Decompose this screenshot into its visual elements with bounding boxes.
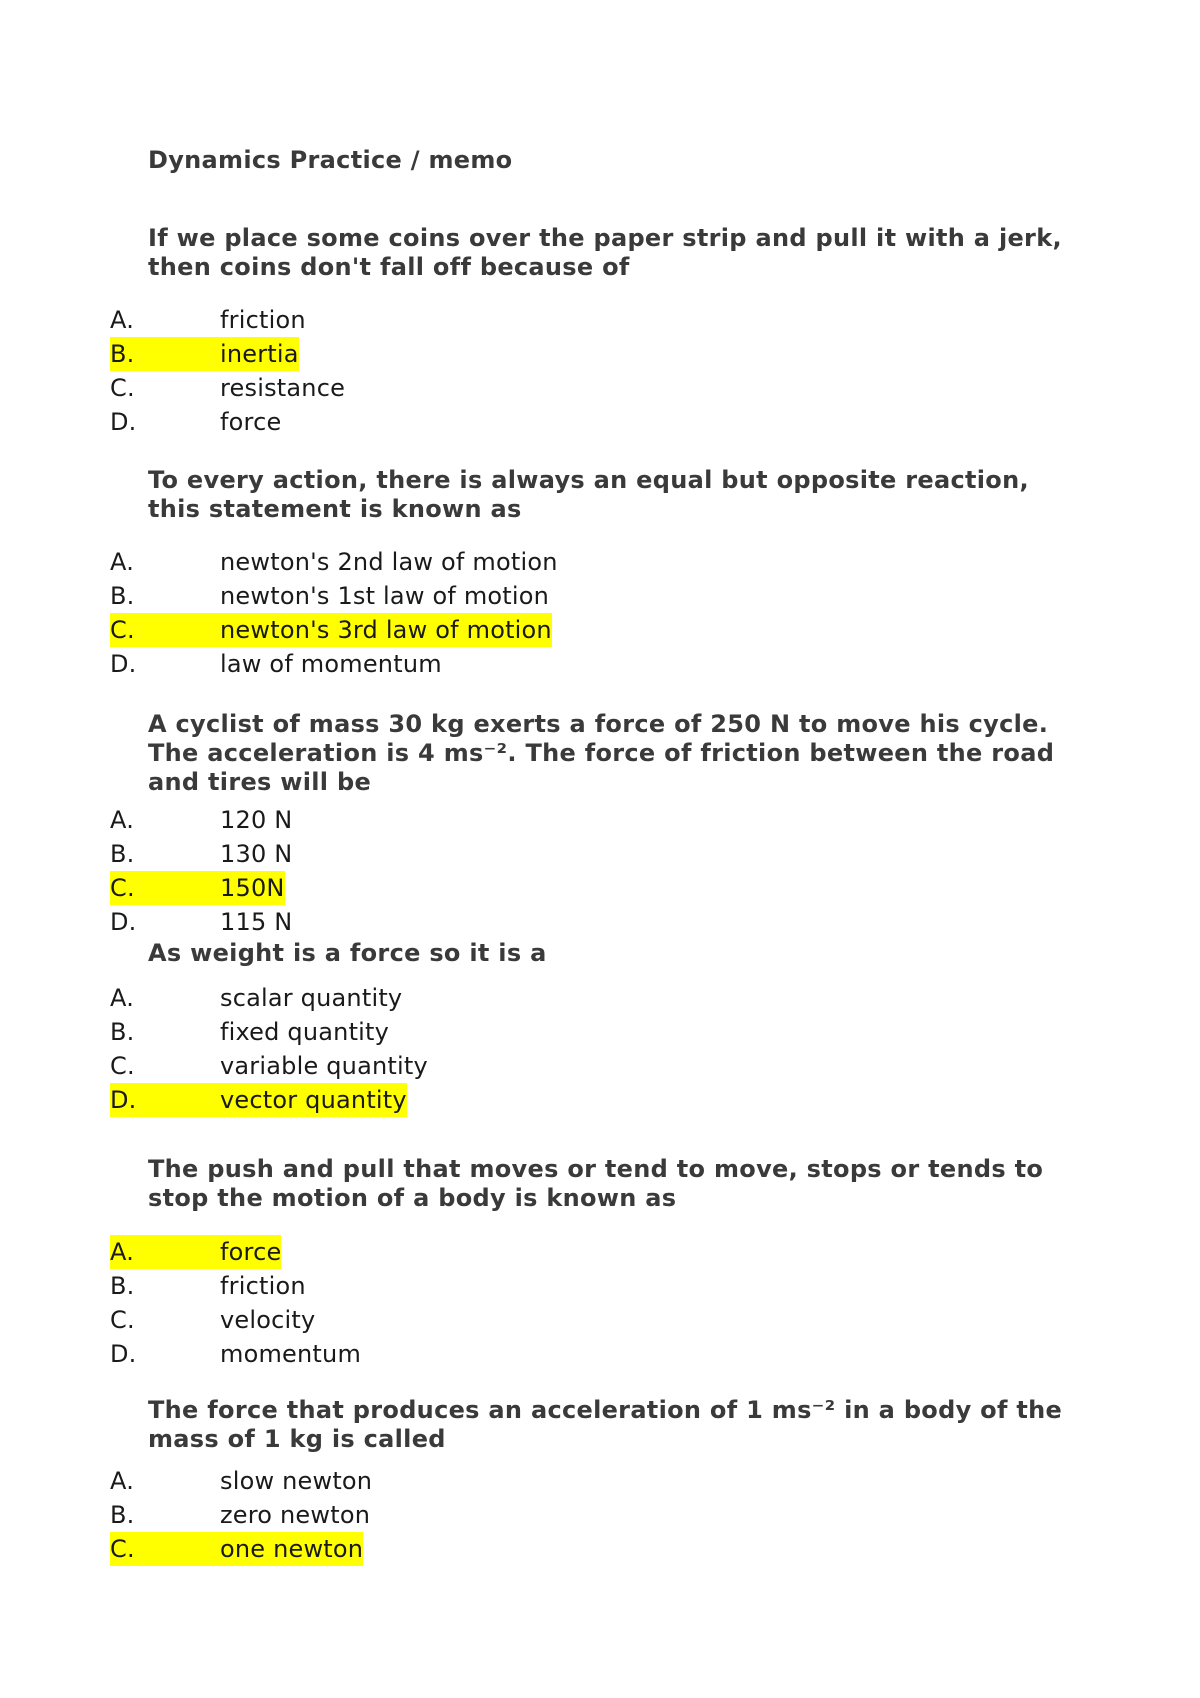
option-letter: C. <box>110 616 135 644</box>
answer-option <box>110 579 549 613</box>
option-text: newton's 1st law of motion <box>220 582 550 610</box>
option-letter: B. <box>110 1501 135 1529</box>
document-title: Dynamics Practice / memo <box>148 146 513 174</box>
option-letter: A. <box>110 306 135 334</box>
question-text: The push and pull that moves or tend to move, stops or tends to stop the motion of a body is known as <box>148 1155 1044 1212</box>
answer-option <box>110 837 292 871</box>
option-text: momentum <box>220 1340 362 1368</box>
option-text: vector quantity <box>220 1086 407 1114</box>
option-letter: A. <box>110 1238 135 1266</box>
answer-option <box>110 905 292 939</box>
option-text: resistance <box>220 374 346 402</box>
answer-option <box>110 1269 306 1303</box>
option-letter: A. <box>110 806 135 834</box>
answer-option <box>110 1303 315 1337</box>
option-text: friction <box>220 306 306 334</box>
option-text: slow newton <box>220 1467 373 1495</box>
answer-option <box>110 871 285 905</box>
answer-option <box>110 337 299 371</box>
option-text: scalar quantity <box>220 984 403 1012</box>
option-text: 150N <box>220 874 285 902</box>
answer-option <box>110 803 292 837</box>
option-text: 130 N <box>220 840 293 868</box>
answer-option <box>110 303 306 337</box>
question-text: The force that produces an acceleration of 1 ms⁻² in a body of the mass of 1 kg is called <box>148 1396 1063 1453</box>
option-letter: B. <box>110 1018 135 1046</box>
answer-option <box>110 405 281 439</box>
option-letter: C. <box>110 1052 135 1080</box>
option-letter: D. <box>110 408 137 436</box>
option-text: variable quantity <box>220 1052 428 1080</box>
option-letter: C. <box>110 1535 135 1563</box>
option-letter: A. <box>110 548 135 576</box>
option-letter: B. <box>110 582 135 610</box>
option-text: force <box>220 1238 282 1266</box>
option-text: law of momentum <box>220 650 442 678</box>
answer-option <box>110 1464 372 1498</box>
answer-option <box>110 371 345 405</box>
option-letter: A. <box>110 984 135 1012</box>
option-text: inertia <box>220 340 299 368</box>
question-text: If we place some coins over the paper strip and pull it with a jerk, then coins don't fall off because of <box>148 224 1062 281</box>
option-text: zero newton <box>220 1501 371 1529</box>
option-letter: B. <box>110 1272 135 1300</box>
option-letter: D. <box>110 908 137 936</box>
option-letter: D. <box>110 1340 137 1368</box>
option-letter: C. <box>110 874 135 902</box>
answer-options <box>110 1464 372 1566</box>
option-letter: D. <box>110 650 137 678</box>
option-text: newton's 2nd law of motion <box>220 548 558 576</box>
option-letter: D. <box>110 1086 137 1114</box>
answer-options <box>110 803 292 939</box>
answer-option <box>110 1235 281 1269</box>
question-text: As weight is a force so it is a <box>148 939 547 967</box>
answer-option <box>110 981 402 1015</box>
answer-option <box>110 647 442 681</box>
option-text: velocity <box>220 1306 316 1334</box>
option-text: one newton <box>220 1535 364 1563</box>
option-text: newton's 3rd law of motion <box>220 616 552 644</box>
answer-option <box>110 613 552 647</box>
option-letter: A. <box>110 1467 135 1495</box>
option-text: fixed quantity <box>220 1018 390 1046</box>
option-letter: C. <box>110 374 135 402</box>
answer-option <box>110 1532 363 1566</box>
question-text: To every action, there is always an equal but opposite reaction, this statement is known as <box>148 466 1029 523</box>
answer-options <box>110 981 428 1117</box>
answer-options <box>110 545 558 681</box>
option-letter: C. <box>110 1306 135 1334</box>
answer-options <box>110 303 345 439</box>
option-letter: B. <box>110 340 135 368</box>
answer-option <box>110 545 558 579</box>
option-text: friction <box>220 1272 306 1300</box>
question-text: A cyclist of mass 30 kg exerts a force of 250 N to move his cycle. The acceleration is 4 ms⁻². The force of friction between the road and tires will be <box>148 710 1055 796</box>
option-letter: B. <box>110 840 135 868</box>
answer-option <box>110 1015 389 1049</box>
answer-options <box>110 1235 361 1371</box>
answer-option <box>110 1083 407 1117</box>
option-text: 115 N <box>220 908 293 936</box>
answer-option <box>110 1049 428 1083</box>
answer-option <box>110 1337 361 1371</box>
option-text: force <box>220 408 282 436</box>
answer-option <box>110 1498 370 1532</box>
option-text: 120 N <box>220 806 293 834</box>
